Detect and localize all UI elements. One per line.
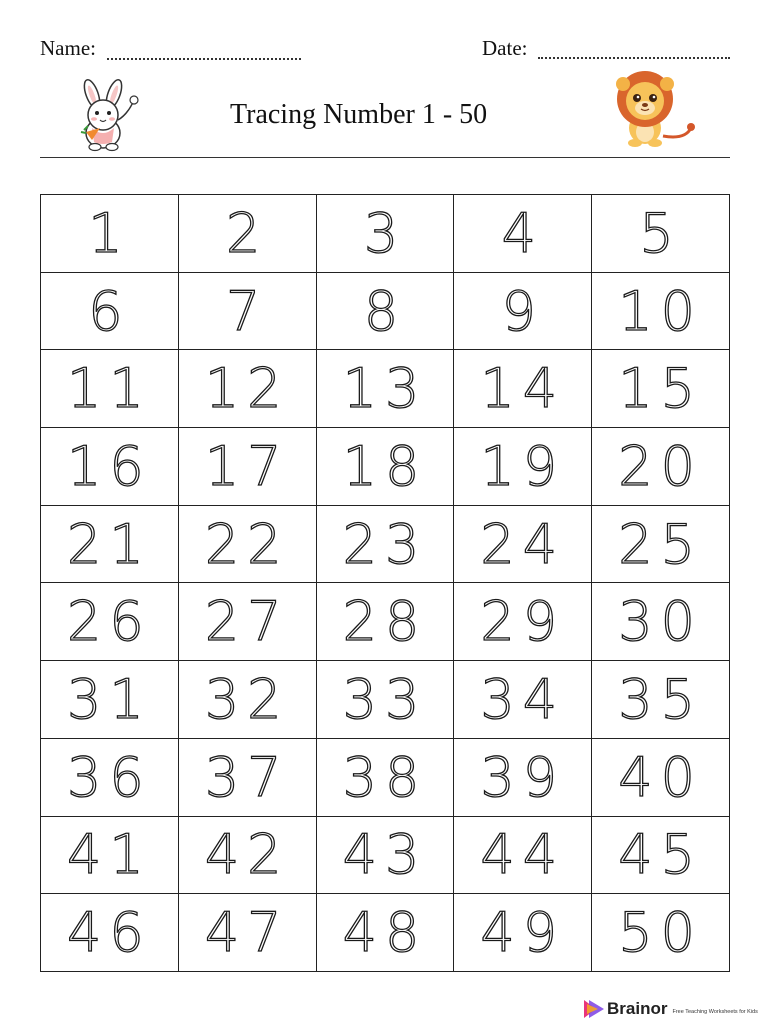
name-blank-line[interactable] (107, 58, 301, 60)
tracing-cell[interactable]: 19 (454, 428, 592, 506)
tracing-cell[interactable]: 31 (41, 661, 179, 739)
brand-footer (584, 999, 758, 1019)
tracing-cell[interactable]: 2 (179, 195, 317, 273)
tracing-cell[interactable]: 40 (592, 739, 730, 817)
tracing-cell[interactable]: 46 (41, 894, 179, 972)
tracing-cell[interactable]: 27 (179, 583, 317, 661)
tracing-cell[interactable]: 24 (454, 506, 592, 584)
tracing-cell[interactable]: 8 (317, 273, 455, 351)
brand-tagline: Free Teaching Worksheets for Kids (672, 1008, 758, 1015)
tracing-cell[interactable]: 35 (592, 661, 730, 739)
tracing-cell[interactable]: 38 (317, 739, 455, 817)
tracing-cell[interactable]: 6 (41, 273, 179, 351)
tracing-cell[interactable]: 36 (41, 739, 179, 817)
tracing-cell[interactable]: 37 (179, 739, 317, 817)
tracing-cell[interactable]: 48 (317, 894, 455, 972)
tracing-cell[interactable]: 20 (592, 428, 730, 506)
tracing-cell[interactable]: 10 (592, 273, 730, 351)
bunny-icon (70, 78, 146, 152)
tracing-cell[interactable]: 44 (454, 817, 592, 895)
tracing-grid (40, 194, 730, 972)
tracing-cell[interactable]: 45 (592, 817, 730, 895)
tracing-cell[interactable]: 32 (179, 661, 317, 739)
tracing-cell[interactable]: 30 (592, 583, 730, 661)
tracing-cell[interactable]: 12 (179, 350, 317, 428)
tracing-cell[interactable]: 22 (179, 506, 317, 584)
tracing-cell[interactable]: 25 (592, 506, 730, 584)
tracing-cell[interactable]: 49 (454, 894, 592, 972)
tracing-cell[interactable]: 9 (454, 273, 592, 351)
tracing-cell[interactable]: 29 (454, 583, 592, 661)
brand-logo-icon (584, 1000, 604, 1018)
tracing-cell[interactable]: 11 (41, 350, 179, 428)
tracing-cell[interactable]: 4 (454, 195, 592, 273)
tracing-cell[interactable]: 5 (592, 195, 730, 273)
tracing-cell[interactable]: 7 (179, 273, 317, 351)
tracing-cell[interactable]: 33 (317, 661, 455, 739)
tracing-cell[interactable]: 39 (454, 739, 592, 817)
tracing-cell[interactable]: 34 (454, 661, 592, 739)
tracing-cell[interactable]: 13 (317, 350, 455, 428)
tracing-cell[interactable]: 14 (454, 350, 592, 428)
tracing-cell[interactable]: 16 (41, 428, 179, 506)
tracing-cell[interactable]: 41 (41, 817, 179, 895)
brand-name: Brainor (607, 999, 668, 1018)
tracing-cell[interactable]: 50 (592, 894, 730, 972)
tracing-cell[interactable]: 15 (592, 350, 730, 428)
tracing-cell[interactable]: 17 (179, 428, 317, 506)
date-blank-line[interactable] (538, 57, 730, 59)
date-label: Date: (482, 36, 528, 60)
tracing-cell[interactable]: 28 (317, 583, 455, 661)
tracing-cell[interactable]: 26 (41, 583, 179, 661)
tracing-cell[interactable]: 23 (317, 506, 455, 584)
header-divider (40, 157, 730, 158)
tracing-cell[interactable]: 42 (179, 817, 317, 895)
page-title: Tracing Number 1 - 50 (230, 99, 488, 130)
tracing-cell[interactable]: 18 (317, 428, 455, 506)
tracing-cell[interactable]: 1 (41, 195, 179, 273)
tracing-cell[interactable]: 43 (317, 817, 455, 895)
tracing-cell[interactable]: 47 (179, 894, 317, 972)
name-label: Name: (40, 36, 96, 60)
tracing-cell[interactable]: 3 (317, 195, 455, 273)
tracing-cell[interactable]: 21 (41, 506, 179, 584)
lion-icon (605, 70, 697, 148)
